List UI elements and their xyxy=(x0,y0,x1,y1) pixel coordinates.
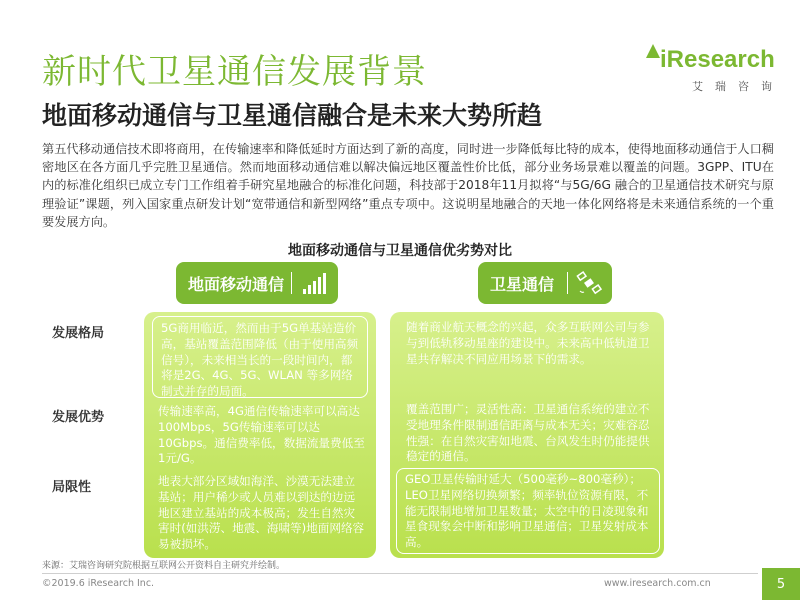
satellite-development-cell: 随着商业航天概念的兴起，众多互联网公司与参与到低轨移动星座的建设中。未来高中低轨道卫星共存解决不同应用场景下的需求。 xyxy=(406,320,650,366)
logo-brand: iResearch xyxy=(660,46,775,73)
copyright-text: ©2019.6 iResearch Inc. xyxy=(42,578,155,589)
comparison-title: 地面移动通信与卫星通信优劣势对比 xyxy=(288,243,512,259)
column-header-satellite xyxy=(478,262,612,304)
satellite-advantages-cell: 覆盖范围广；灵活性高：卫星通信系统的建立不受地理条件限制通信距离与成本无关；灾难容忍性强：在自然灾害如地震、台风发生时仍能提供稳定的通信。 xyxy=(406,402,650,464)
page-number: 5 xyxy=(762,568,800,600)
row-label-development: 发展格局 xyxy=(52,326,105,341)
signal-bars-icon xyxy=(302,271,328,295)
column-header-terrestrial xyxy=(176,262,338,304)
intro-paragraph: 第五代移动通信技术即将商用，在传输速率和降低延时方面达到了新的高度，同时进一步降低每比特的成本，使得地面移动通信于人口稠密地区在各方面几乎完胜卫星通信。然而地面移动通信难以解决偏远地区覆盖性价比低，部分业务场景难以覆盖的问题。3GPP、ITU在内的标准化组织已成立专门工作组着手研究星地融合的标准化问题，科技部于2018年11月拟将“与5G/6G 融合的卫星通信技术研究与原理验证”课题，列入国家重点研发计划“宽带通信和新型网络”重点专项中。这说明星地融合的天地一体化网络将是未来通信系统的一个重要发展方向。 xyxy=(42,142,774,229)
terrestrial-limitations-cell: 地表大部分区域如海洋、沙漠无法建立基站；用户稀少或人员难以到达的边远地区建立基站的成本极高；发生自然灾害时(如洪涝、地震、海啸等)地面网络容易被损坏。 xyxy=(158,474,365,552)
logo-chinese: 艾瑞咨询 xyxy=(692,80,784,93)
source-note: 来源：艾瑞咨询研究院根据互联网公开资料自主研究并绘制。 xyxy=(42,561,286,571)
website-link[interactable]: www.iresearch.com.cn xyxy=(604,578,711,589)
column-label-terrestrial: 地面移动通信 xyxy=(188,274,285,294)
row-label-advantages: 发展优势 xyxy=(52,410,105,425)
iresearch-logo xyxy=(640,40,784,96)
page-subtitle: 地面移动通信与卫星通信融合是未来大势所趋 xyxy=(42,101,543,130)
terrestrial-advantages-cell: 传输速率高，4G通信传输速率可以高达100Mbps，5G传输速率可以达10Gbps。通信费率低，数据流量费低至1元/G。 xyxy=(158,404,365,466)
footer-divider xyxy=(42,573,758,574)
row-label-limitations: 局限性 xyxy=(52,480,92,495)
page-title: 新时代卫星通信发展背景 xyxy=(42,52,427,92)
satellite-icon xyxy=(576,271,602,295)
terrestrial-development-cell: 5G商用临近，然而由于5G单基站造价高，基站覆盖范围降低（由于使用高频信号），未来相当长的一段时间内，都将是2G、4G、5G、WLAN 等多网络制式并存的局面。 xyxy=(152,316,368,398)
satellite-limitations-cell: GEO卫星传输时延大（500毫秒~800毫秒）；LEO卫星网络切换频繁；频率轨位资源有限，不能无限制地增加卫星数量；太空中的日凌现象和星食现象会中断和影响卫星通信；卫星发射成本高。 xyxy=(396,468,660,554)
column-label-satellite: 卫星通信 xyxy=(490,274,555,294)
header-divider xyxy=(291,272,292,294)
header-divider xyxy=(567,272,568,294)
